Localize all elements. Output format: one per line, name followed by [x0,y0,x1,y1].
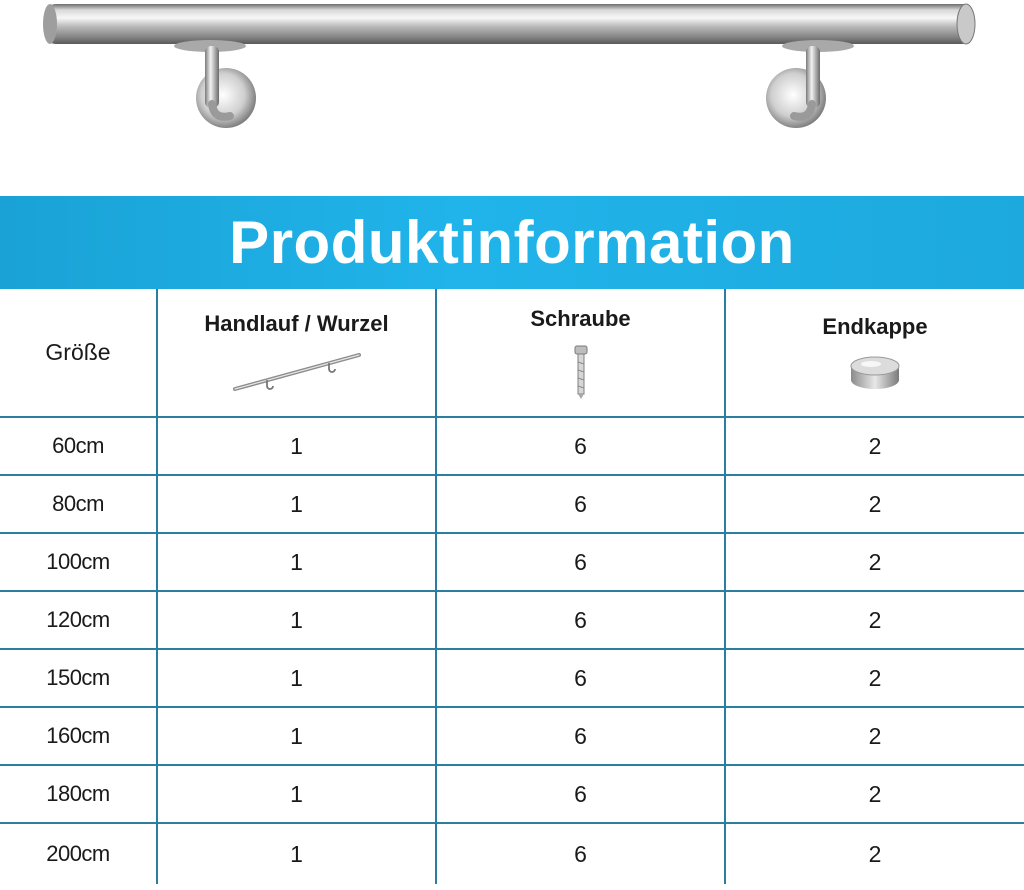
cell-size: 60cm [0,417,157,475]
cell-handrail: 1 [157,417,436,475]
header-endcap [725,289,1024,417]
cell-handrail: 1 [157,475,436,533]
table-row [0,765,1024,823]
cell-handrail: 1 [157,765,436,823]
cell-endcap: 2 [868,840,882,867]
table-row [0,649,1024,707]
screw-icon [571,344,591,400]
header-size: Größe [0,289,157,417]
header-screw [436,289,725,417]
cell-endcap: 2 [725,417,1024,475]
cell-endcap: 2 [725,591,1024,649]
cell-endcap: 2 [725,533,1024,591]
cell-handrail: 1 [157,533,436,591]
table-row [0,707,1024,765]
cell-screw: 6 [436,649,725,707]
cell-screw: 6 [436,823,725,884]
handrail-product-icon [0,0,1024,196]
header-handrail [157,289,436,417]
banner-title: Produktinformation [229,208,795,276]
cell-screw: 6 [436,475,725,533]
table-header-row [0,289,1024,417]
cell-handrail: 1 [157,591,436,649]
cell-size: 180cm [0,765,157,823]
product-table [0,289,1024,884]
cell-endcap: 2 [725,475,1024,533]
cell-size: 80cm [0,475,157,533]
cell-endcap: 2 [725,649,1024,707]
table-row [0,417,1024,475]
cell-handrail: 1 [157,823,436,884]
handrail-icon [227,349,367,395]
cell-handrail: 1 [157,649,436,707]
cell-screw: 6 [436,533,725,591]
cell-size: 120cm [0,591,157,649]
product-image [0,0,1024,196]
cell-screw: 6 [436,765,725,823]
cell-screw: 6 [436,591,725,649]
table-row [0,475,1024,533]
cell-screw: 6 [436,707,725,765]
header-screw-label: Schraube [530,305,631,331]
endcap-icon [845,352,905,392]
header-handrail-label: Handlauf / Wurzel [204,310,389,336]
table-row [0,533,1024,591]
cell-size: 160cm [0,707,157,765]
cell-size: 150cm [0,649,157,707]
table-row [0,591,1024,649]
cell-endcap: 2 [725,707,1024,765]
table-row [0,823,1024,884]
cell-size: 200cm [0,823,157,884]
cell-endcap: 2 [725,765,1024,823]
title-banner [0,196,1024,289]
header-endcap-label: Endkappe [822,313,928,339]
cell-handrail: 1 [157,707,436,765]
cell-screw: 6 [436,417,725,475]
cell-size: 100cm [0,533,157,591]
